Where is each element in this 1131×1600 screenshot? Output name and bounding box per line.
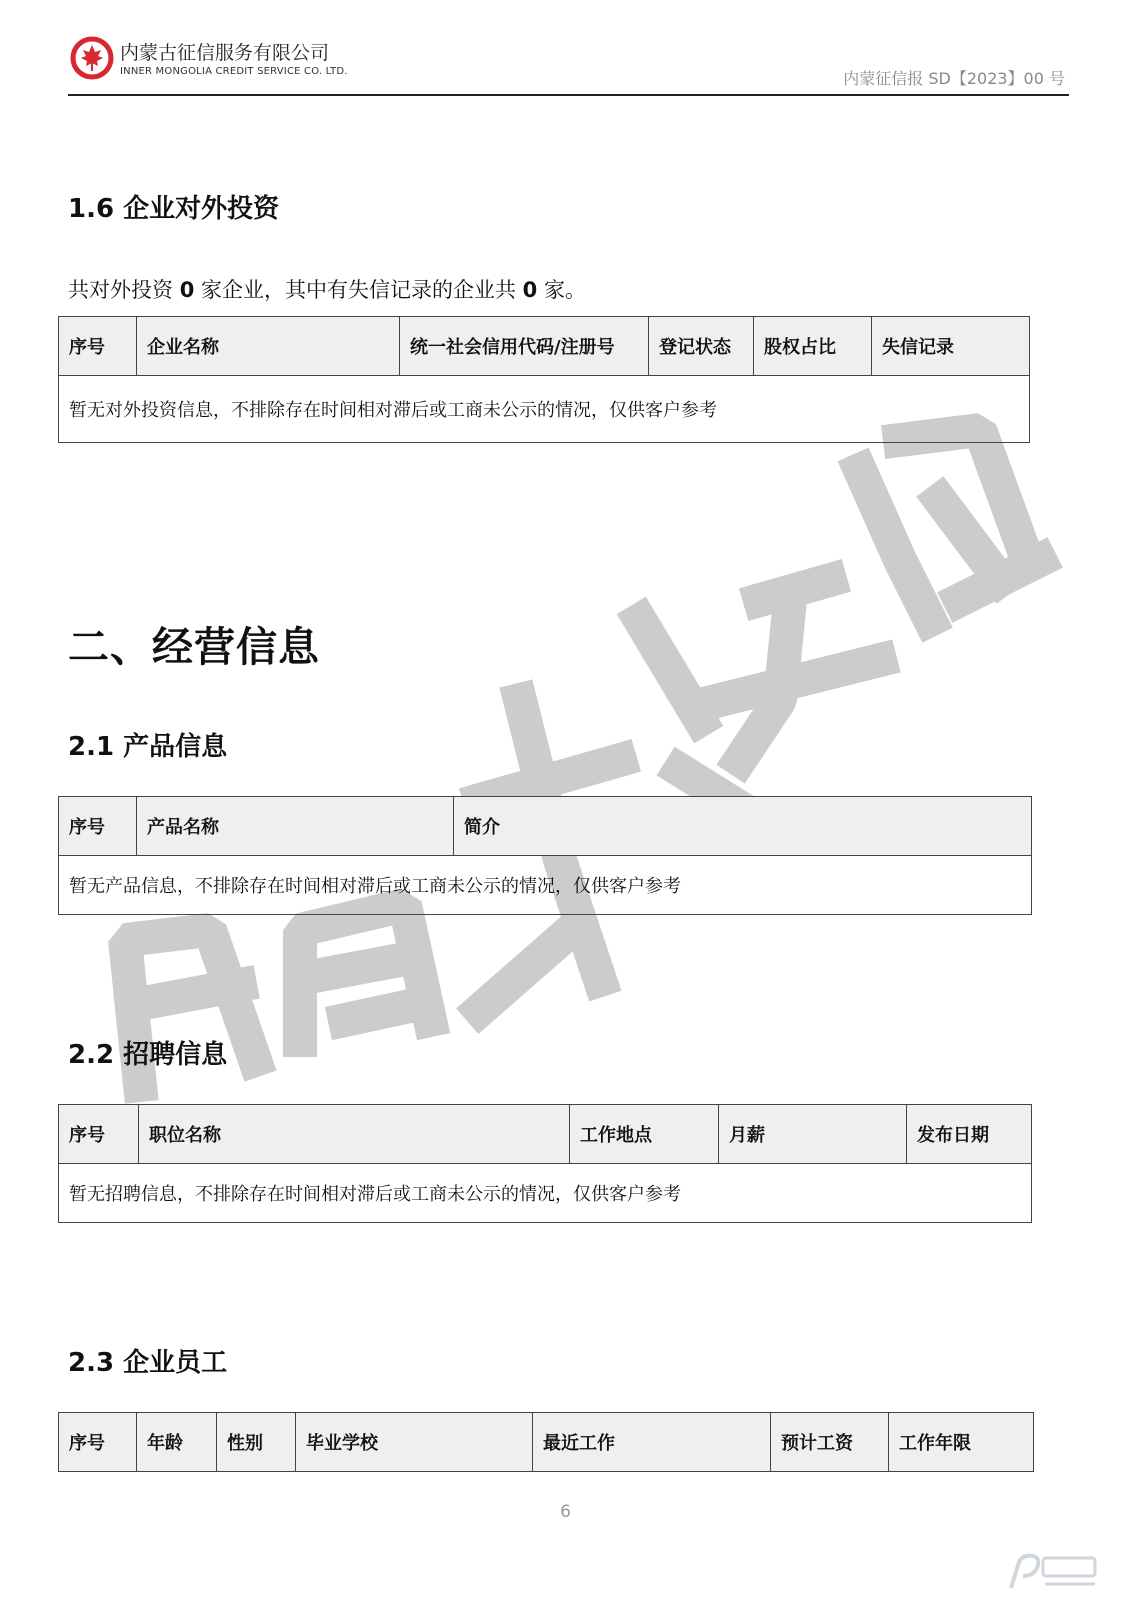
dishonest-count: 0 bbox=[522, 278, 538, 302]
employee-table bbox=[58, 1412, 1034, 1472]
report-number: 内蒙征信报 SD【2023】00 号 bbox=[843, 69, 1065, 88]
investment-table bbox=[58, 316, 1030, 443]
column-header: 工作地点 bbox=[570, 1105, 719, 1164]
site-watermark-icon bbox=[1005, 1548, 1101, 1592]
column-header: 发布日期 bbox=[907, 1105, 1032, 1164]
empty-notice: 暂无对外投资信息，不排除存在时间相对滞后或工商未公示的情况，仅供客户参考 bbox=[59, 376, 1030, 443]
table-header-row bbox=[59, 1105, 1032, 1164]
column-header: 统一社会信用代码/注册号 bbox=[400, 317, 649, 376]
section-2-3-title: 2.3 企业员工 bbox=[68, 1348, 228, 1378]
investment-summary bbox=[68, 274, 586, 304]
summary-suffix: 家。 bbox=[537, 278, 586, 302]
column-header: 简介 bbox=[454, 797, 1032, 856]
maple-leaf-logo-icon bbox=[70, 36, 114, 80]
recruitment-table bbox=[58, 1104, 1032, 1223]
column-header: 序号 bbox=[59, 1413, 137, 1472]
empty-notice: 暂无产品信息，不排除存在时间相对滞后或工商未公示的情况，仅供客户参考 bbox=[59, 856, 1032, 915]
column-header: 序号 bbox=[59, 317, 137, 376]
column-header: 毕业学校 bbox=[296, 1413, 533, 1472]
page-header bbox=[68, 28, 1069, 96]
section-2-1-title: 2.1 产品信息 bbox=[68, 732, 228, 762]
company-name-en: INNER MONGOLIA CREDIT SERVICE CO. LTD. bbox=[120, 66, 348, 77]
column-header: 职位名称 bbox=[139, 1105, 570, 1164]
company-name-cn: 内蒙古征信服务有限公司 bbox=[120, 42, 330, 64]
table-row bbox=[59, 1164, 1032, 1223]
column-header: 失信记录 bbox=[872, 317, 1030, 376]
column-header: 预计工资 bbox=[771, 1413, 889, 1472]
table-row bbox=[59, 376, 1030, 443]
column-header: 产品名称 bbox=[137, 797, 454, 856]
invest-count: 0 bbox=[179, 278, 195, 302]
column-header: 最近工作 bbox=[533, 1413, 771, 1472]
summary-middle: 家企业，其中有失信记录的企业共 bbox=[194, 278, 523, 302]
column-header: 月薪 bbox=[719, 1105, 907, 1164]
column-header: 序号 bbox=[59, 1105, 139, 1164]
empty-notice: 暂无招聘信息，不排除存在时间相对滞后或工商未公示的情况，仅供客户参考 bbox=[59, 1164, 1032, 1223]
column-header: 工作年限 bbox=[889, 1413, 1034, 1472]
column-header: 股权占比 bbox=[754, 317, 872, 376]
section-2-2-title: 2.2 招聘信息 bbox=[68, 1040, 228, 1070]
column-header: 性别 bbox=[217, 1413, 296, 1472]
chapter-2-title: 二、经营信息 bbox=[68, 623, 320, 671]
section-1-6-title: 1.6 企业对外投资 bbox=[68, 194, 280, 224]
column-header: 登记状态 bbox=[649, 317, 754, 376]
column-header: 序号 bbox=[59, 797, 137, 856]
summary-prefix: 共对外投资 bbox=[68, 278, 180, 302]
table-row bbox=[59, 856, 1032, 915]
table-header-row bbox=[59, 797, 1032, 856]
table-header-row bbox=[59, 317, 1030, 376]
table-header-row bbox=[59, 1413, 1034, 1472]
product-table bbox=[58, 796, 1032, 915]
page-number: 6 bbox=[560, 1502, 571, 1522]
column-header: 年龄 bbox=[137, 1413, 217, 1472]
column-header: 企业名称 bbox=[137, 317, 400, 376]
